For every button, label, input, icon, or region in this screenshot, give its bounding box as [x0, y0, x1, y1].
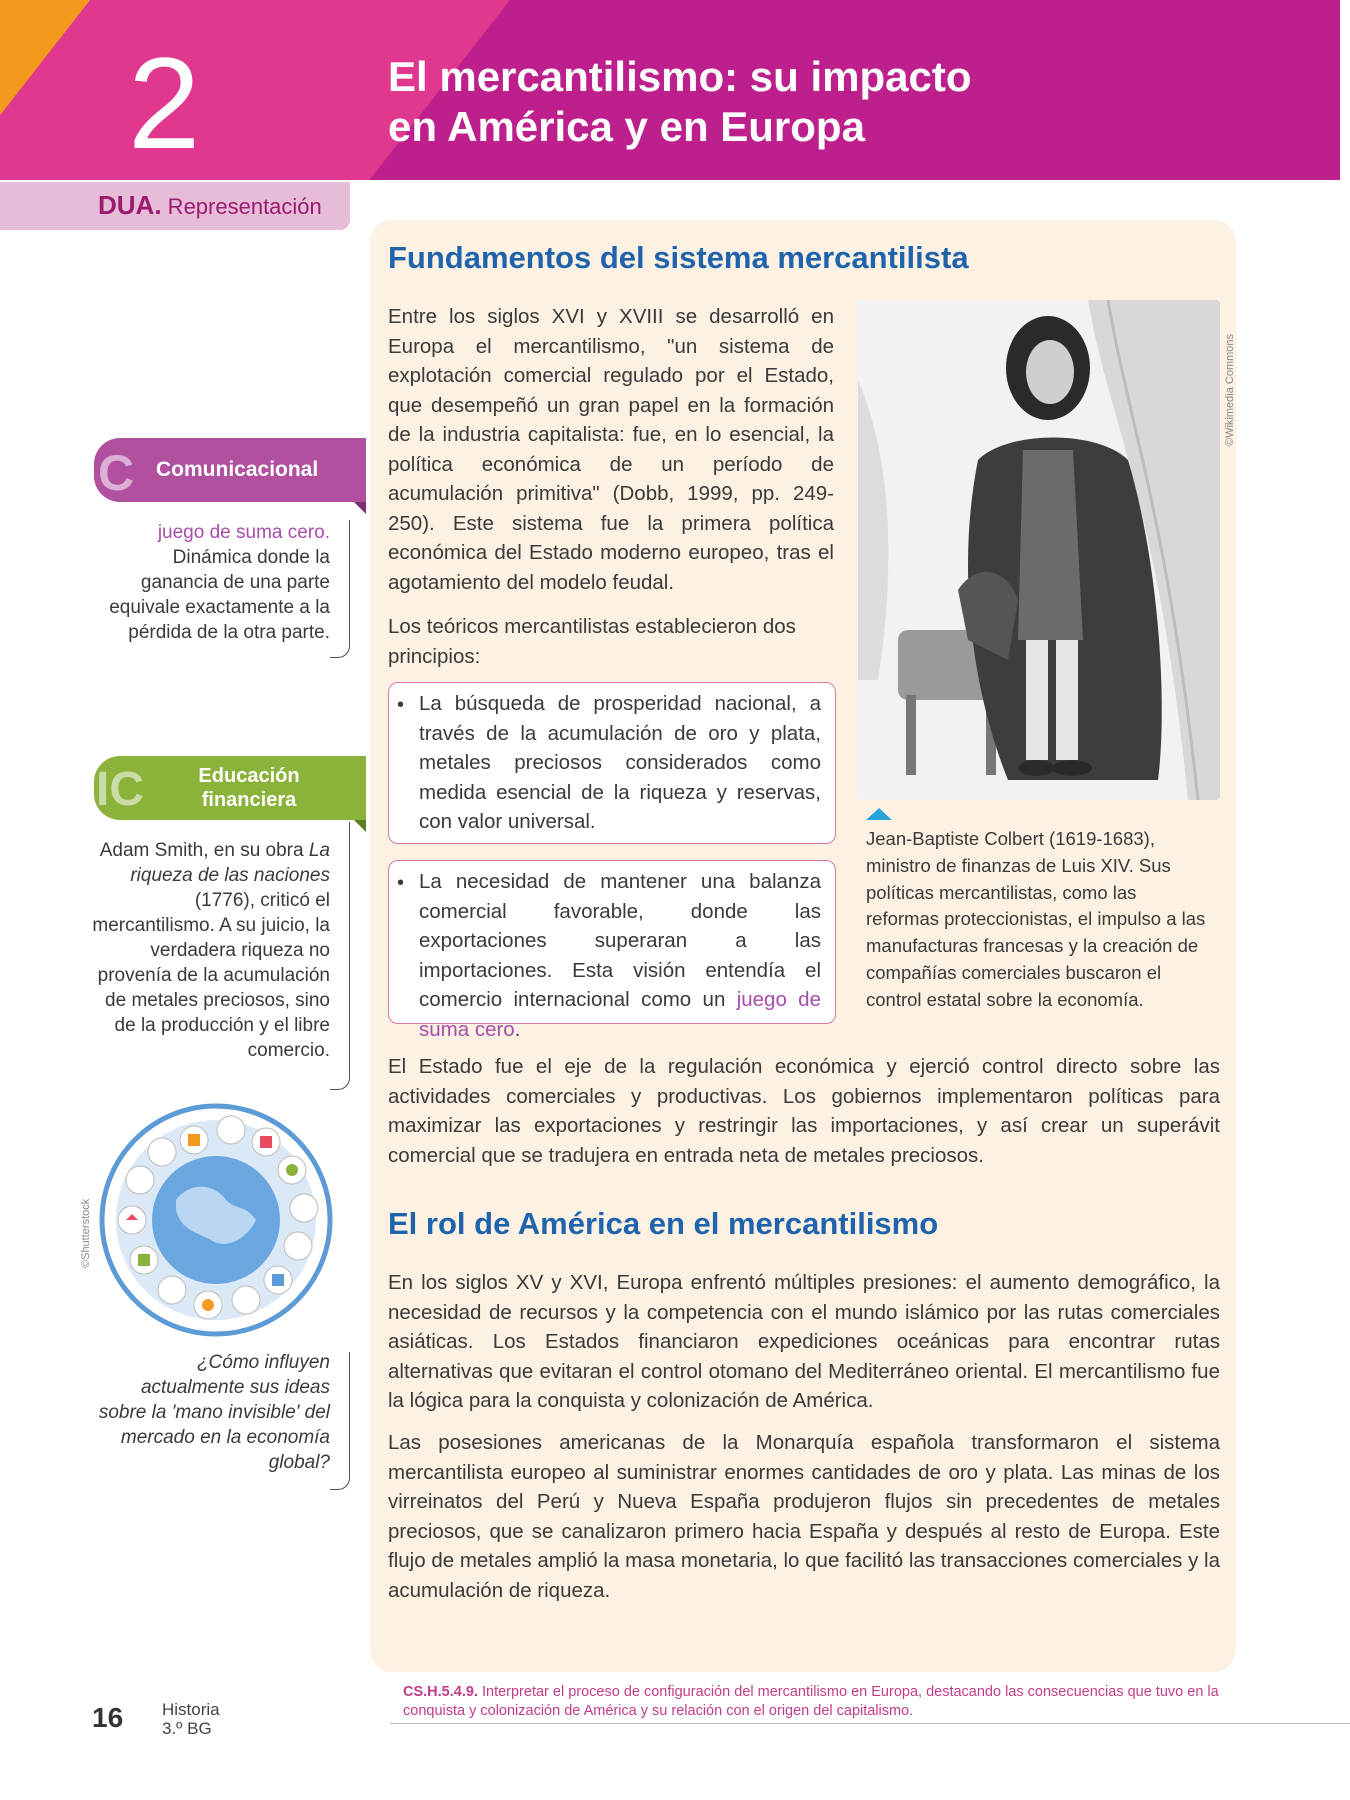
communication-c-icon: C: [98, 445, 135, 501]
educacion-label-line2: financiera: [201, 789, 297, 811]
colbert-portrait: [858, 300, 1220, 800]
subject-label: [162, 1700, 220, 1738]
globe-trade-icon: [96, 1100, 336, 1340]
comunicacional-label: Comunicacional: [156, 458, 319, 481]
comunicacional-definition: [92, 520, 330, 645]
portrait-caption: Jean-Baptiste Colbert (1619-1683), ministro de finanzas de Luis XIV. Sus políticas mercantilistas, como las reformas proteccionistas, el impulso a las manufacturas francesas y la creación de compañías comerciales buscaron el control estatal sobre la economía.: [866, 828, 1206, 1010]
curriculum-objective: [403, 1683, 1233, 1721]
chapter-title: [388, 52, 1088, 153]
adam-smith-book-title: La riqueza de las naciones: [130, 840, 330, 886]
educacion-fold: [354, 820, 366, 832]
comunicacional-fold: [354, 502, 366, 514]
principle-2-before: La necesidad de mantener una balanza comercial favorable, donde las exportaciones superaran a las importaciones. Esta visión entendía el comercio internacional como un: [419, 870, 821, 1011]
adam-smith-text-a: Adam Smith, en su obra: [99, 840, 309, 861]
principle-box-2: [388, 860, 836, 1041]
caption-triangle-icon: [866, 808, 892, 820]
section-heading-america: El rol de América en el mercantilismo: [388, 1206, 939, 1241]
educacion-label: [174, 764, 324, 812]
section-heading-fundamentos: Fundamentos del sistema mercantilista: [388, 240, 969, 275]
colbert-engraving-illustration: [858, 300, 1220, 800]
glossary-definition: Dinámica donde la ganancia de una parte equivale exactamente a la pérdida de la otra parte.: [109, 547, 330, 643]
subject-name: Historia: [162, 1700, 220, 1719]
chapter-number: 2: [128, 30, 201, 176]
glossary-term-link[interactable]: juego de suma cero: [419, 988, 821, 1041]
principle-2-text: [419, 867, 821, 1044]
illustration-credit: ©Shutterstock: [80, 1198, 92, 1268]
portrait-credit: ©Wikimedia Commons: [1224, 333, 1236, 446]
paragraph-america-1: En los siglos XV y XVI, Europa enfrentó múltiples presiones: el aumento demográfico, la necesidad de recursos y la competencia con el mundo islámico por las rutas comerciales asiáticas. Los Estados financiaron expediciones oceánicas para encontrar rutas alternativas que evitaran el control otomano del Mediterráneo oriental. El mercantilismo fue la lógica para la conquista y colonización de América.: [388, 1271, 1220, 1412]
paragraph-fundamentos-1: Entre los siglos XVI y XVIII se desarrolló en Europa el mercantilismo, "un sistema de explotación comercial regulado por el Estado, que desempeñó un gran papel en la formación de la industria capitalista: fue, en lo esencial, la política económica de un período de acumulación primitiva" (Dobb, 1999, pp. 249-250). Este sistema fue la primera política económica del Estado moderno europeo, tras el agotamiento del modelo feudal.: [388, 305, 834, 594]
paragraph-fundamentos-3: El Estado fue el eje de la regulación económica y ejerció control directo sobre las actividades comerciales y productivas. Los gobiernos implementaron políticas para maximizar las exportaciones y restringir las importaciones, y así crear un superávit comercial que se tradujera en entrada neta de metales preciosos.: [388, 1055, 1220, 1167]
educacion-bracket: [330, 822, 350, 1090]
adam-smith-text-b: (1776), criticó el mercantilismo. A su juicio, la verdadera riqueza no provenía de la acumulación de metales preciosos, sino de la producción y el libre comercio.: [92, 890, 330, 1061]
footer-divider: [390, 1723, 1350, 1724]
dua-bold: DUA.: [98, 190, 162, 220]
bullet-1: •: [397, 694, 405, 716]
question-bracket: [330, 1352, 350, 1490]
header-right-edge: [1340, 0, 1350, 180]
objective-text: Interpretar el proceso de configuración del mercantilismo en Europa, destacando las consecuencias que tuvo en la conquista y colonización de América y su relación con el origen del capitalismo.: [403, 1684, 1219, 1719]
glossary-term: juego de suma cero.: [157, 522, 330, 543]
principle-1-text: La búsqueda de prosperidad nacional, a través de la acumulación de oro y plata, metales preciosos considerados como medida esencial de la riqueza y reservas, con valor universal.: [419, 692, 821, 833]
reflection-question: ¿Cómo influyen actualmente sus ideas sobre la 'mano invisible' del mercado en la economía global?: [98, 1352, 330, 1473]
comunicacional-tab: [94, 438, 366, 502]
educacion-label-line1: Educación: [198, 765, 300, 787]
chapter-title-line2: en América y en Europa: [388, 103, 865, 151]
subject-grade: 3.º BG: [162, 1719, 212, 1738]
global-trade-illustration: [96, 1100, 336, 1340]
paragraph-america-2: Las posesiones americanas de la Monarquía española transformaron el sistema mercantilista europeo al suministrar enormes cantidades de oro y plata. Las minas de los virreinatos del Perú y Nueva España produjeron flujos sin precedentes de metales preciosos, que se canalizaron primero hacia España y después al resto de Europa. Este flujo de metales amplió la masa monetaria, lo que facilitó las transacciones comerciales y la acumulación de riqueza.: [388, 1431, 1220, 1602]
comunicacional-bracket: [330, 520, 350, 658]
chapter-header: [0, 0, 1350, 180]
page-number: 16: [92, 1702, 124, 1733]
educacion-financiera-tab: [94, 756, 366, 820]
dua-tab: [0, 182, 350, 230]
financial-education-ic-icon: IC: [96, 763, 144, 816]
paragraph-principles-intro: Los teóricos mercantilistas establecieron dos principios:: [388, 615, 796, 668]
principle-2-after: .: [514, 1017, 521, 1041]
adam-smith-note: [92, 838, 330, 1063]
chapter-title-line1: El mercantilismo: su impacto: [388, 53, 972, 100]
objective-code: CS.H.5.4.9.: [403, 1684, 478, 1700]
bullet-2: •: [397, 872, 405, 894]
principle-box-1: [388, 682, 836, 844]
dua-type: Representación: [161, 194, 322, 219]
dua-label: [98, 190, 322, 221]
